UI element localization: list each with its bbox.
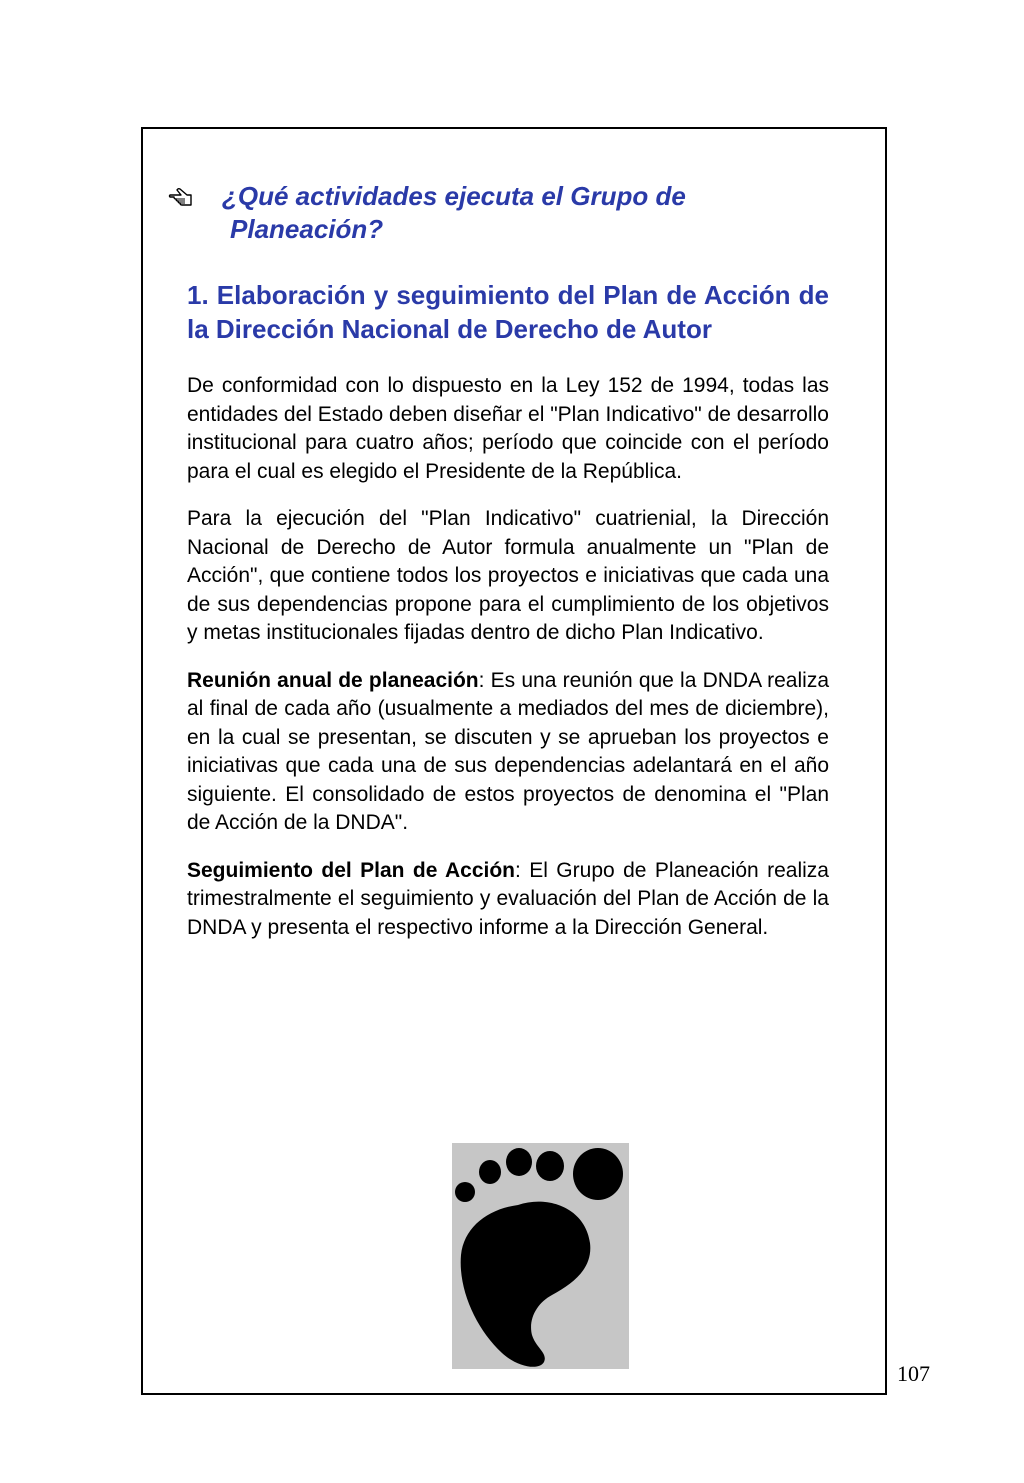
- paragraph-3: [187, 667, 829, 838]
- paragraph-4-text: : El Grupo de Planeación realiza trimestralmente el seguimiento y evaluación del Plan de Acción de la DNDA y presenta el respectivo informe a la Dirección General.: [187, 858, 829, 939]
- question-line-2: Planeación?: [230, 214, 384, 244]
- paragraph-2: Para la ejecución del "Plan Indicativo" cuatrienial, la Dirección Nacional de Derecho de Autor formula anualmente un "Plan de Acción", que contiene todos los proyectos e iniciativas que cada una de sus dependencias propone para el cumplimiento de los objetivos y metas institucionales fijadas dentro de dicho Plan Indicativo.: [187, 507, 829, 644]
- paragraph-1: De conformidad con lo dispuesto en la Ley 152 de 1994, todas las entidades del Estado deben diseñar el "Plan Indicativo" de desarrollo institucional para cuatro años; período que coincide con el período para el cual es elegido el Presidente de la República.: [187, 374, 829, 483]
- pointing-hand-icon: [168, 184, 194, 210]
- question-line-1: ¿Qué actividades ejecuta el Grupo de: [222, 181, 686, 211]
- term-seguimiento: Seguimiento del Plan de Acción: [187, 858, 516, 882]
- section-heading: 1. Elaboración y seguimiento del Plan de Acción de la Dirección Nacional de Derecho de Autor: [187, 280, 829, 344]
- main-content: [187, 278, 829, 961]
- term-reunion-anual: Reunión anual de planeación: [187, 668, 479, 692]
- paragraph-4: [187, 857, 829, 943]
- footprint-icon: [452, 1143, 629, 1369]
- paragraph-3-text: : Es una reunión que la DNDA realiza al final de cada año (usualmente a mediados del mes de diciembre), en la cual se presentan, se discuten y se aprueban los proyectos e iniciativas que cada una de sus dependencias adelantará en el año siguiente. El consolidado de estos proyectos de denomina el "Plan de Acción de la DNDA".: [187, 668, 829, 834]
- question-title: [222, 180, 822, 246]
- footprint-illustration: [452, 1143, 629, 1369]
- page-number: 107: [897, 1361, 930, 1386]
